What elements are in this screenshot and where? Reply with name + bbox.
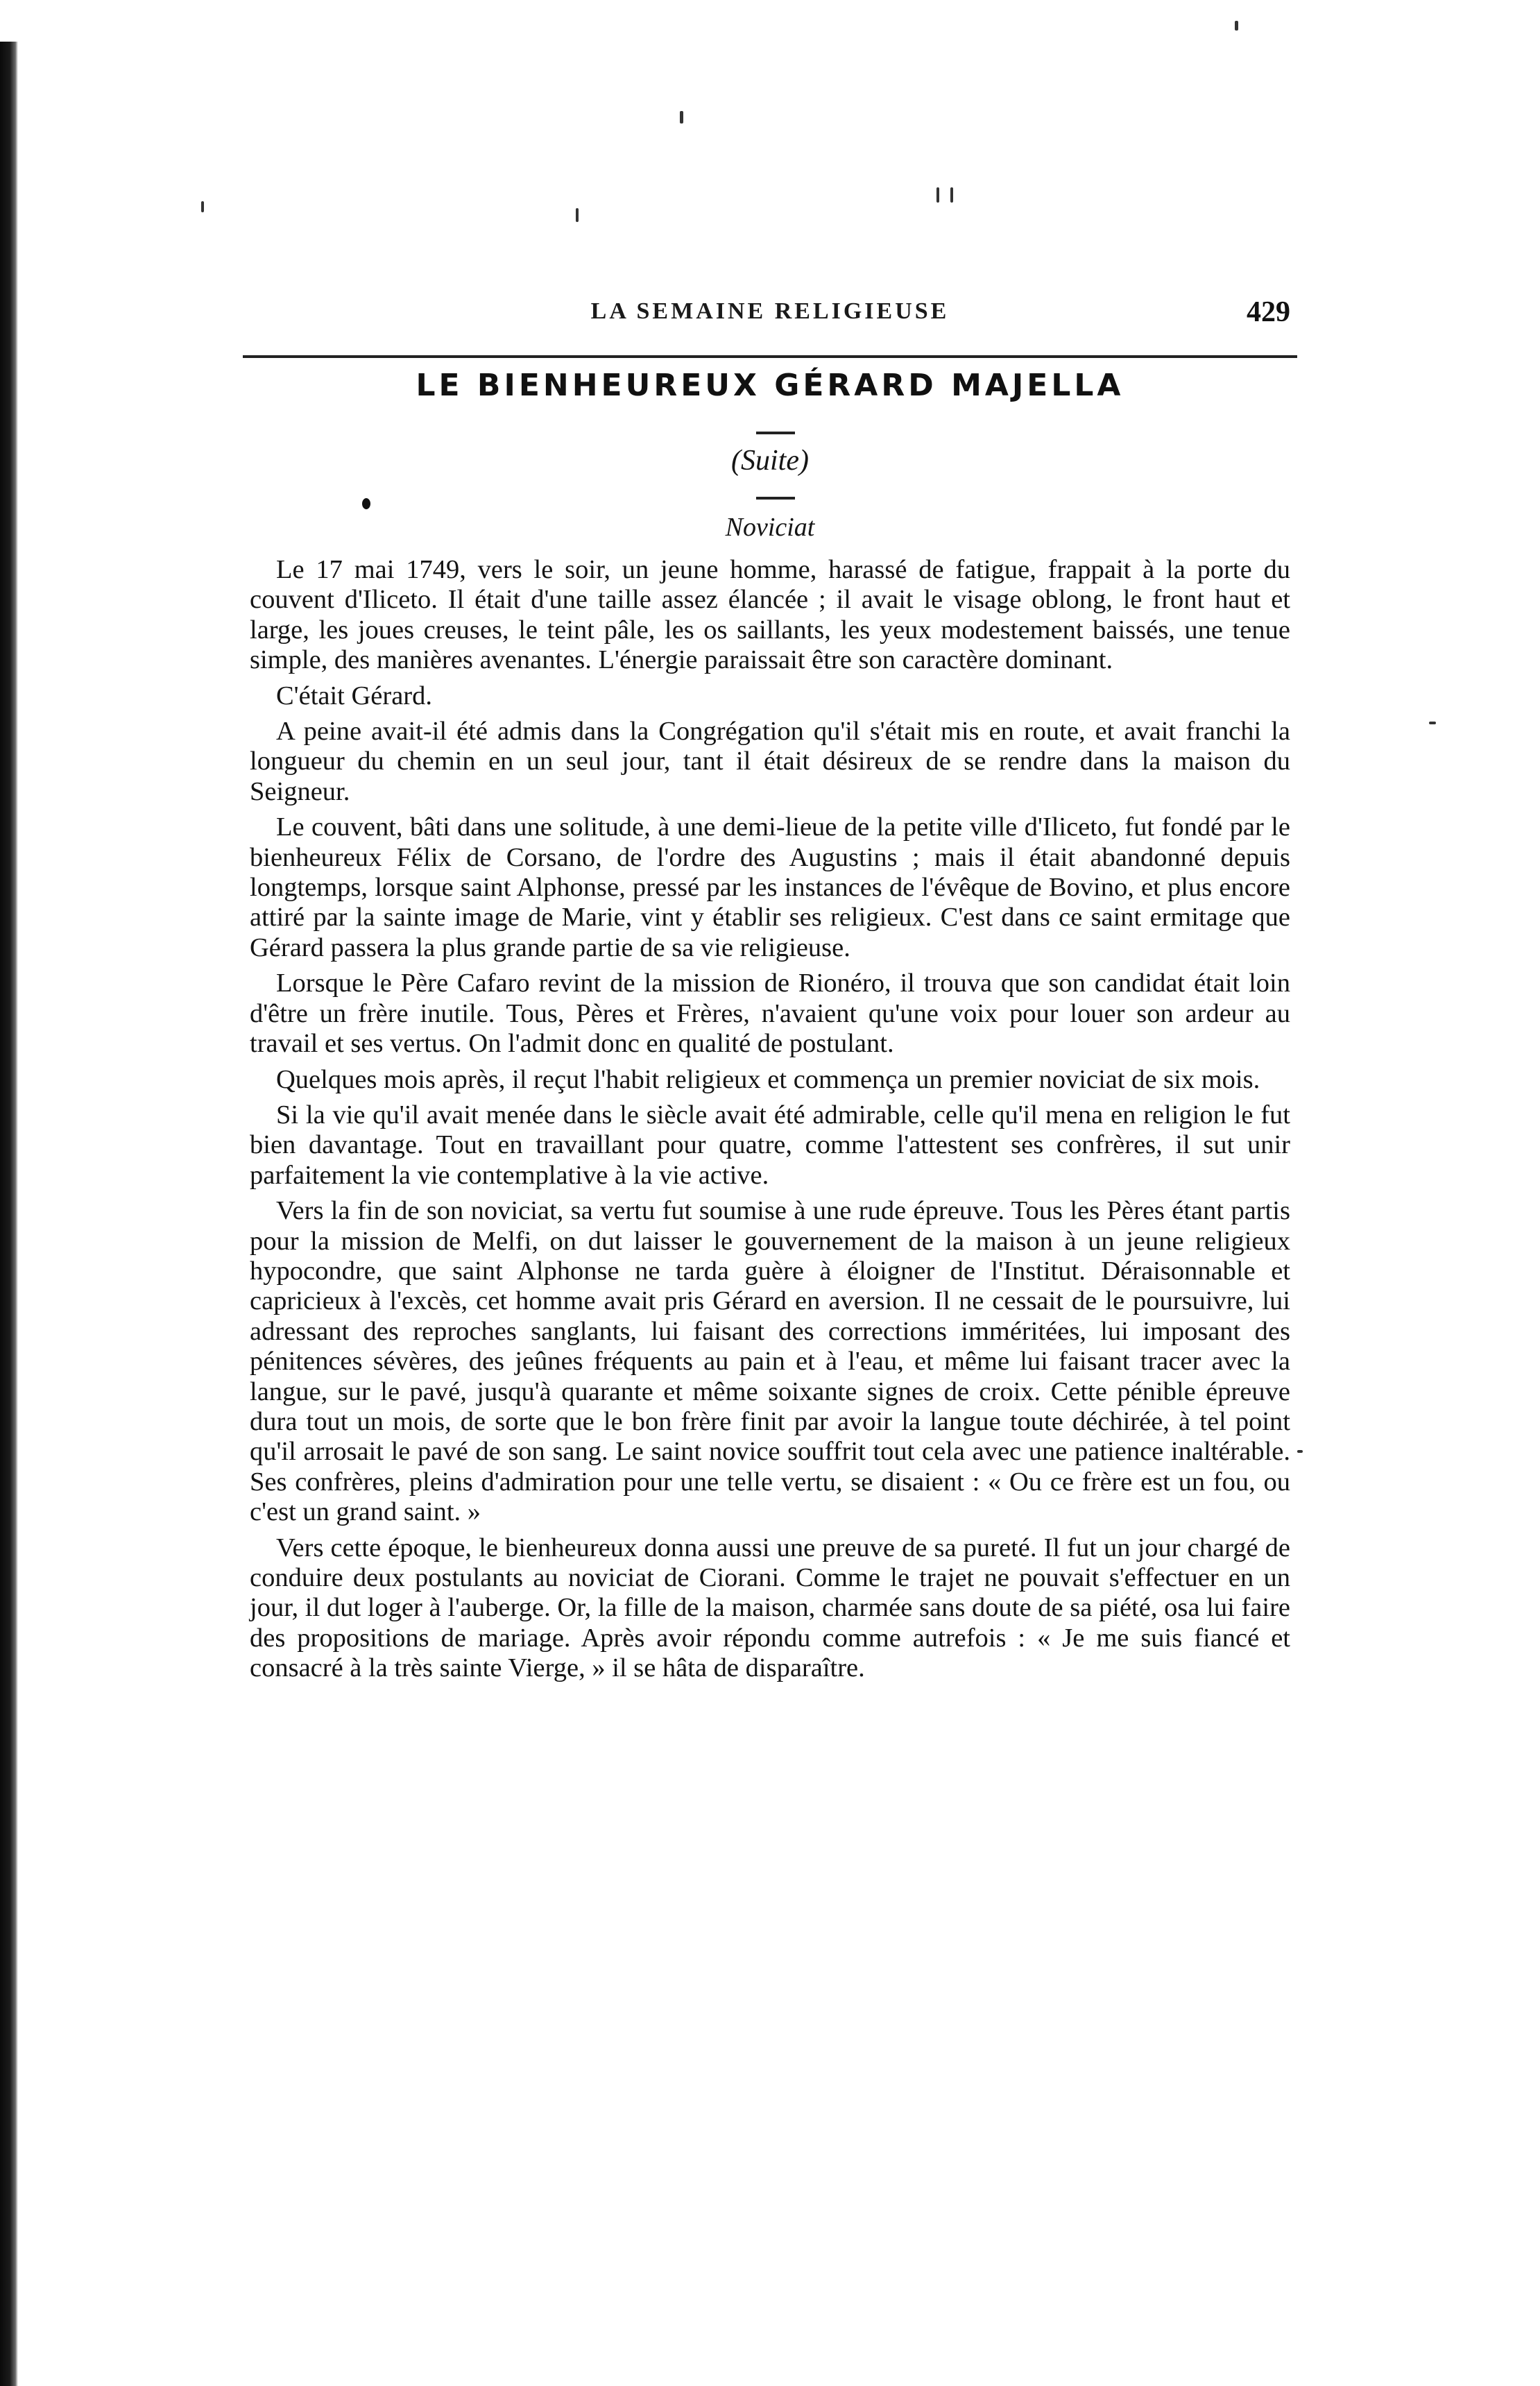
paragraph: Le couvent, bâti dans une solitude, à une demi-lieue de la petite ville d'Iliceto, fut fondé par le bienheureux Félix de Corsano, de l'ordre des Augustins ; mais il était abandonné depuis longtemps, lorsque saint Alphonse, pressé par les instances de l'évêque de Bovino, et plus encore attiré par la sainte image de Marie, vint y établir ses religieux. C'est dans ce saint ermitage que Gérard passera la plus grande partie de sa vie religieuse. [250,812,1290,962]
paragraph: Vers cette époque, le bienheureux donna aussi une preuve de sa pureté. Il fut un jour chargé de conduire deux postulants au noviciat de Ciorani. Comme le trajet ne pouvait s'effectuer en un jour, il dut loger à l'auberge. Or, la fille de la maison, charmée sans doute de sa piété, osa lui faire des propositions de mariage. Après avoir répondu comme autrefois : « Je me suis fiancé et consacré à la très sainte Vierge, » il se hâta de disparaître. [250,1533,1290,1683]
running-title: LA SEMAINE RELIGIEUSE [590,298,950,324]
section-title: Noviciat [725,513,815,542]
paragraph: Vers la fin de son noviciat, sa vertu fut soumise à une rude épreuve. Tous les Pères étant partis pour la mission de Melfi, on dut laisser le gouvernement de la maison à un jeune religieux hypocondre, que saint Alphonse ne tarda guère à éloigner de l'Institut. Déraisonnable et capricieux à l'excès, cet homme avait pris Gérard en aversion. Il ne cessait de le poursuivre, lui adressant des reproches sanglants, lui faisant des corrections imméritées, lui imposant des pénitences sévères, des jeûnes fréquents au pain et à l'eau, et même lui faisant tracer avec la langue, sur le pavé, jusqu'à quarante et même soixante signes de croix. Cette pénible épreuve dura tout un mois, de sorte que le bon frère finit par avoir la langue toute déchirée, à tel point qu'il arrosait le pavé de son sang. Le saint novice souffrit tout cela avec une patience inaltérable. Ses confrères, pleins d'admiration pour une telle vertu, se disaient : « Ou ce frère est un fou, ou c'est un grand saint. » [250,1196,1290,1527]
header-rule [243,355,1297,358]
paragraph: Le 17 mai 1749, vers le soir, un jeune homme, harassé de fatigue, frappait à la porte du couvent d'Iliceto. Il était d'une taille assez élancée ; il avait le visage oblong, le front haut et large, les joues creuses, le teint pâle, les os saillants, les yeux modestement baissés, une tenue simple, des manières avenantes. L'énergie paraissait être son caractère dominant. [250,555,1290,675]
scan-speck [1429,722,1436,724]
page-number: 429 [1247,296,1290,328]
paragraph: Quelques mois après, il reçut l'habit religieux et commença un premier noviciat de six mois. [276,1064,1260,1094]
article-body [250,555,1290,1689]
scan-speck [950,187,953,203]
scan-speck [936,187,939,203]
article-subtitle: (Suite) [731,445,809,477]
article-title: LE BIENHEUREUX GÉRARD MAJELLA [416,368,1124,403]
binding-edge [0,42,18,2386]
title-dash [756,432,795,434]
paragraph: C'était Gérard. [276,681,433,710]
scan-speck [1235,21,1238,31]
page-header [250,298,1290,333]
paragraph: A peine avait-il été admis dans la Congrégation qu'il s'était mis en route, et avait franchi la longueur du chemin en un seul jour, tant il était désireux de se rendre dans la maison du Seigneur. [250,717,1290,806]
subtitle-dash [756,497,795,500]
scan-speck [1297,1450,1303,1453]
ink-mark [362,498,370,509]
paragraph: Si la vie qu'il avait menée dans le siècle avait été admirable, celle qu'il mena en religion le fut bien davantage. Tout en travaillant pour quatre, comme l'attestent ses confrères, il sut unir parfaitement la vie contemplative à la vie active. [250,1100,1290,1190]
scan-speck [201,201,204,212]
paragraph: Lorsque le Père Cafaro revint de la mission de Rionéro, il trouva que son candidat était loin d'être un frère inutile. Tous, Pères et Frères, n'avaient qu'une voix pour louer son ardeur au travail et ses vertus. On l'admit donc en qualité de postulant. [250,969,1290,1059]
scan-speck [576,208,579,222]
scan-speck [680,111,683,123]
